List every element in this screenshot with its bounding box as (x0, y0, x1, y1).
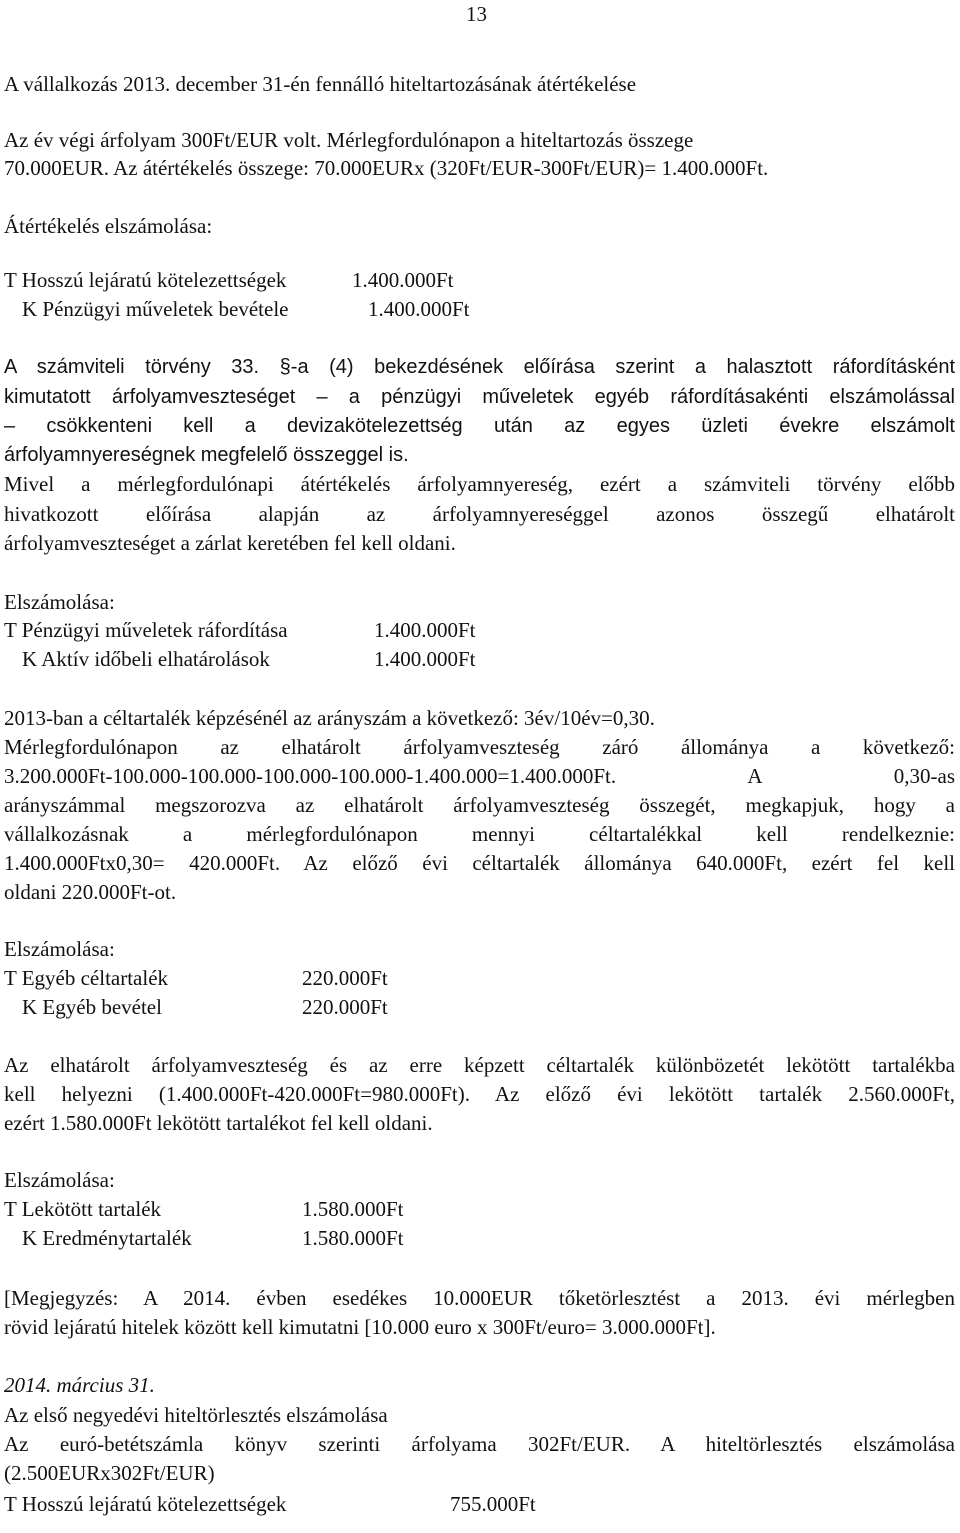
paragraph-line: 3.200.000Ft-100.000-100.000-100.000-100.000-1.400.000=1.400.000Ft. A 0,30-as (4, 764, 955, 788)
booking-label: Elszámolása: (4, 1168, 115, 1192)
paragraph-line: hivatkozott előírása alapján az árfolyamnyereséggel azonos összegű elhatárolt (4, 502, 955, 526)
credit-account: K Eredménytartalék (22, 1226, 192, 1250)
paragraph-line: árfolyamnyereségnek megfelelő összeggel is. (4, 444, 409, 466)
paragraph-line: Mivel a mérlegfordulónapi átértékelés árfolyamnyereség, ezért a számviteli törvény előbb (4, 472, 955, 496)
paragraph-line: Az elhatárolt árfolyamveszteség és az erre képzett céltartalék különbözetét lekötött tartalékba (4, 1053, 955, 1077)
debit-account: T Hosszú lejáratú kötelezettségek (4, 268, 287, 292)
credit-account: K Egyéb bevétel (22, 995, 162, 1019)
debit-account: T Egyéb céltartalék (4, 966, 169, 990)
note-line: [Megjegyzés: A 2014. évben esedékes 10.000EUR tőketörlesztést a 2013. évi mérlegben (4, 1286, 955, 1310)
section-heading: A vállalkozás 2013. december 31-én fennálló hiteltartozásának átértékelése (4, 72, 637, 96)
credit-amount: 220.000Ft (302, 995, 388, 1019)
paragraph-line: Az euró-betétszámla könyv szerinti árfolyama 302Ft/EUR. A hiteltörlesztés elszámolása (4, 1432, 955, 1456)
paragraph-line: 2013-ban a céltartalék képzésénél az arányszám a következő: 3év/10év=0,30. (4, 706, 655, 730)
paragraph-line: oldani 220.000Ft-ot. (4, 880, 177, 904)
page-number: 13 (466, 2, 487, 26)
paragraph-line: vállalkozásnak a mérlegfordulónapon mennyi céltartalékkal kell rendelkeznie: (4, 822, 955, 846)
credit-amount: 1.580.000Ft (302, 1226, 404, 1250)
date-heading: 2014. március 31. (4, 1373, 155, 1397)
debit-amount: 1.400.000Ft (352, 268, 454, 292)
debit-amount: 1.580.000Ft (302, 1197, 404, 1221)
paragraph-line: Az első negyedévi hiteltörlesztés elszámolása (4, 1403, 388, 1427)
paragraph-line: A számviteli törvény 33. §-a (4) bekezdésének előírása szerint a halasztott ráfordításként (4, 356, 955, 378)
booking-label: Elszámolása: (4, 937, 115, 961)
paragraph-line: arányszámmal megszorozva az elhatárolt árfolyamveszteség összegét, megkapjuk, hogy a (4, 793, 955, 817)
paragraph-line: Mérlegfordulónapon az elhatárolt árfolyamveszteség záró állománya a következő: (4, 735, 955, 759)
paragraph-line: – csökkenteni kell a devizakötelezettség után az egyes üzleti évekre elszámolt (4, 415, 955, 437)
paragraph-line: kell helyezni (1.400.000Ft-420.000Ft=980.000Ft). Az előző évi lekötött tartalék 2.560.000Ft, (4, 1082, 955, 1106)
credit-amount: 1.400.000Ft (374, 647, 476, 671)
paragraph-line: (2.500EURx302Ft/EUR) (4, 1461, 215, 1485)
debit-account: T Hosszú lejáratú kötelezettségek (4, 1492, 287, 1516)
paragraph-line: Az év végi árfolyam 300Ft/EUR volt. Mérlegfordulónapon a hiteltartozás összege (4, 128, 694, 152)
paragraph-line: kimutatott árfolyamveszteséget – a pénzügyi műveletek egyéb ráfordításakénti elszámolással (4, 386, 955, 408)
debit-amount: 220.000Ft (302, 966, 388, 990)
paragraph-line: 70.000EUR. Az átértékelés összege: 70.000EURx (320Ft/EUR-300Ft/EUR)= 1.400.000Ft. (4, 156, 769, 180)
paragraph-line: árfolyamveszteséget a zárlat keretében fel kell oldani. (4, 531, 456, 555)
paragraph-line: 1.400.000Ftx0,30= 420.000Ft. Az előző évi céltartalék állománya 640.000Ft, ezért fel kell (4, 851, 955, 875)
credit-account: K Pénzügyi műveletek bevétele (22, 297, 289, 321)
debit-amount: 755.000Ft (450, 1492, 536, 1516)
debit-account: T Lekötött tartalék (4, 1197, 162, 1221)
paragraph-line: ezért 1.580.000Ft lekötött tartalékot fel kell oldani. (4, 1111, 433, 1135)
debit-account: T Pénzügyi műveletek ráfordítása (4, 618, 288, 642)
note-line: rövid lejáratú hitelek között kell kimutatni [10.000 euro x 300Ft/euro= 3.000.000Ft]. (4, 1315, 716, 1339)
booking-label: Átértékelés elszámolása: (4, 214, 213, 238)
credit-amount: 1.400.000Ft (368, 297, 470, 321)
booking-label: Elszámolása: (4, 590, 115, 614)
debit-amount: 1.400.000Ft (374, 618, 476, 642)
credit-account: K Aktív időbeli elhatárolások (22, 647, 270, 671)
